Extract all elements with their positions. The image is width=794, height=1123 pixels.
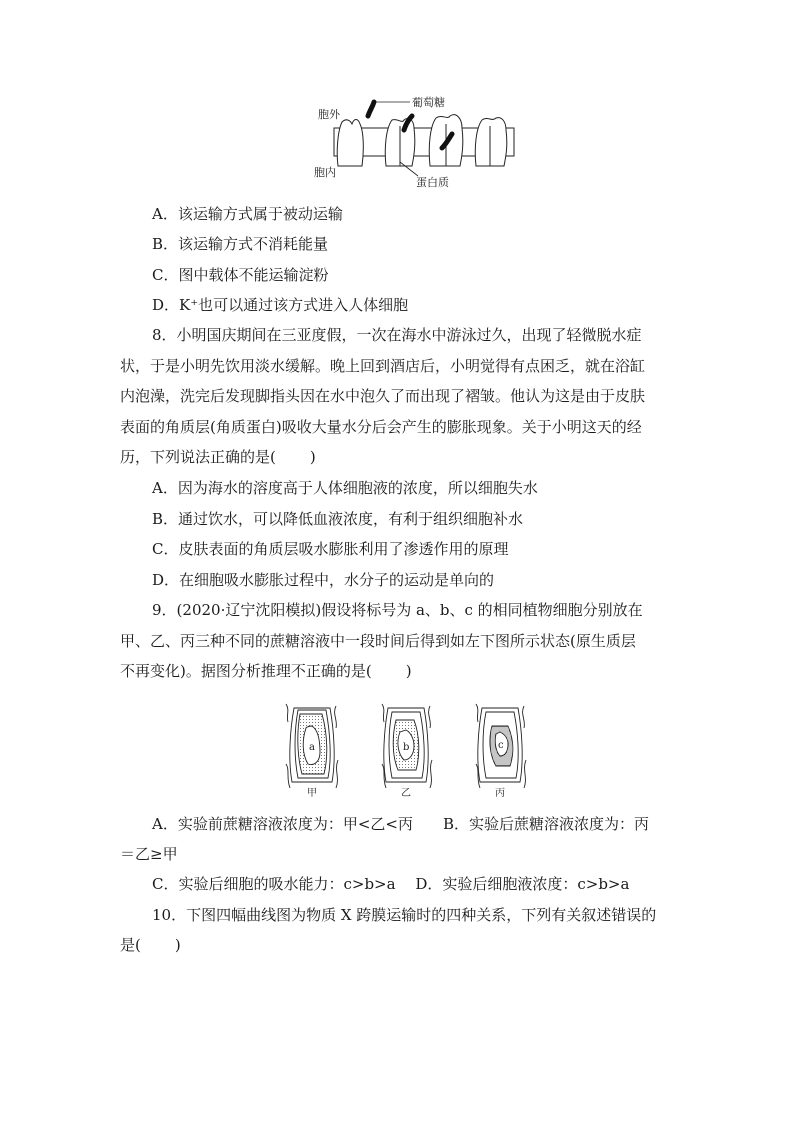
q8-stem-line-5 [120,447,316,467]
q9-answer-paren-close: ) [405,662,412,680]
q7-option-a: A．该运输方式属于被动运输 [152,205,343,223]
q8-stem-line-4: 表面的角质层(角质蛋白)吸收大量水分后会产生的膨胀现象。关于小明这天的经 [120,418,642,436]
label-glucose: 葡萄糖 [412,96,445,109]
q8-stem-line-3: 内泡澡，洗完后发现脚指头因在水中泡久了而出现了褶皱。他认为这是由于皮肤 [120,387,646,405]
label-inside: 胞内 [314,166,336,179]
carrier-protein-1 [337,120,363,167]
q10-stem-line-2-text: 是( [120,936,141,954]
q9-options-line-3: C．实验后细胞的吸水能力：c>b>a D．实验后细胞液浓度：c>b>a [152,875,630,893]
cell-c-label: c [498,740,504,751]
q8-stem-line-5-text: 历，下列说法正确的是( [120,448,276,466]
cell-c-caption: 丙 [495,788,505,799]
carrier-protein-4 [475,118,507,166]
q9-stem-line-3-text: 不再变化)。据图分析推理不正确的是( [120,662,372,680]
glucose-molecule-1 [368,102,374,116]
q8-option-c: C．皮肤表面的角质层吸水膨胀利用了渗透作用的原理 [152,540,509,558]
q8-answer-paren-close: ) [309,448,316,466]
q8-stem-line-1: 8．小明国庆期间在三亚度假，一次在海水中游泳过久，出现了轻微脱水症 [152,326,642,344]
cell-a-caption: 甲 [307,788,317,799]
cell-b-caption: 乙 [401,788,411,799]
q9-stem-line-1: 9．(2020·辽宁沈阳模拟)假设将标号为 a、b、c 的相同植物细胞分别放在 [152,601,643,619]
q9-stem-line-3 [120,661,412,681]
q8-option-d: D．在细胞吸水膨胀过程中，水分子的运动是单向的 [152,571,495,589]
q9-options-line-1: A．实验前蔗糖溶液浓度为：甲<乙<丙 B．实验后蔗糖溶液浓度为：丙 [152,815,649,833]
q9-options-line-2: ＝乙≥甲 [120,845,178,863]
q10-answer-paren-close: ) [174,936,181,954]
cell-b-label: b [403,742,410,753]
membrane-transport-figure [300,90,530,190]
q8-option-a: A．因为海水的溶度高于人体细胞液的浓度，所以细胞失水 [152,479,538,497]
plant-cells-figure [284,700,534,800]
carrier-protein-2 [385,118,415,166]
label-outside: 胞外 [318,108,340,121]
label-protein: 蛋白质 [416,176,449,189]
q7-option-b: B．该运输方式不消耗能量 [152,235,329,253]
q7-option-c: C．图中载体不能运输淀粉 [152,266,329,284]
q8-option-b: B．通过饮水，可以降低血液浓度，有利于组织细胞补水 [152,510,524,528]
q8-stem-line-2: 状，于是小明先饮用淡水缓解。晚上回到酒店后，小明觉得有点困乏，就在浴缸 [120,357,646,375]
cell-a-label: a [309,742,315,753]
q10-stem-line-2 [120,935,181,955]
q10-stem-line-1: 10．下图四幅曲线图为物质 X 跨膜运输时的四种关系，下列有关叙述错误的 [152,906,657,924]
q9-stem-line-2: 甲、乙、丙三种不同的蔗糖溶液中一段时间后得到如左下图所示状态(原生质层 [120,632,636,650]
q7-option-d: D．K⁺也可以通过该方式进入人体细胞 [152,296,409,314]
